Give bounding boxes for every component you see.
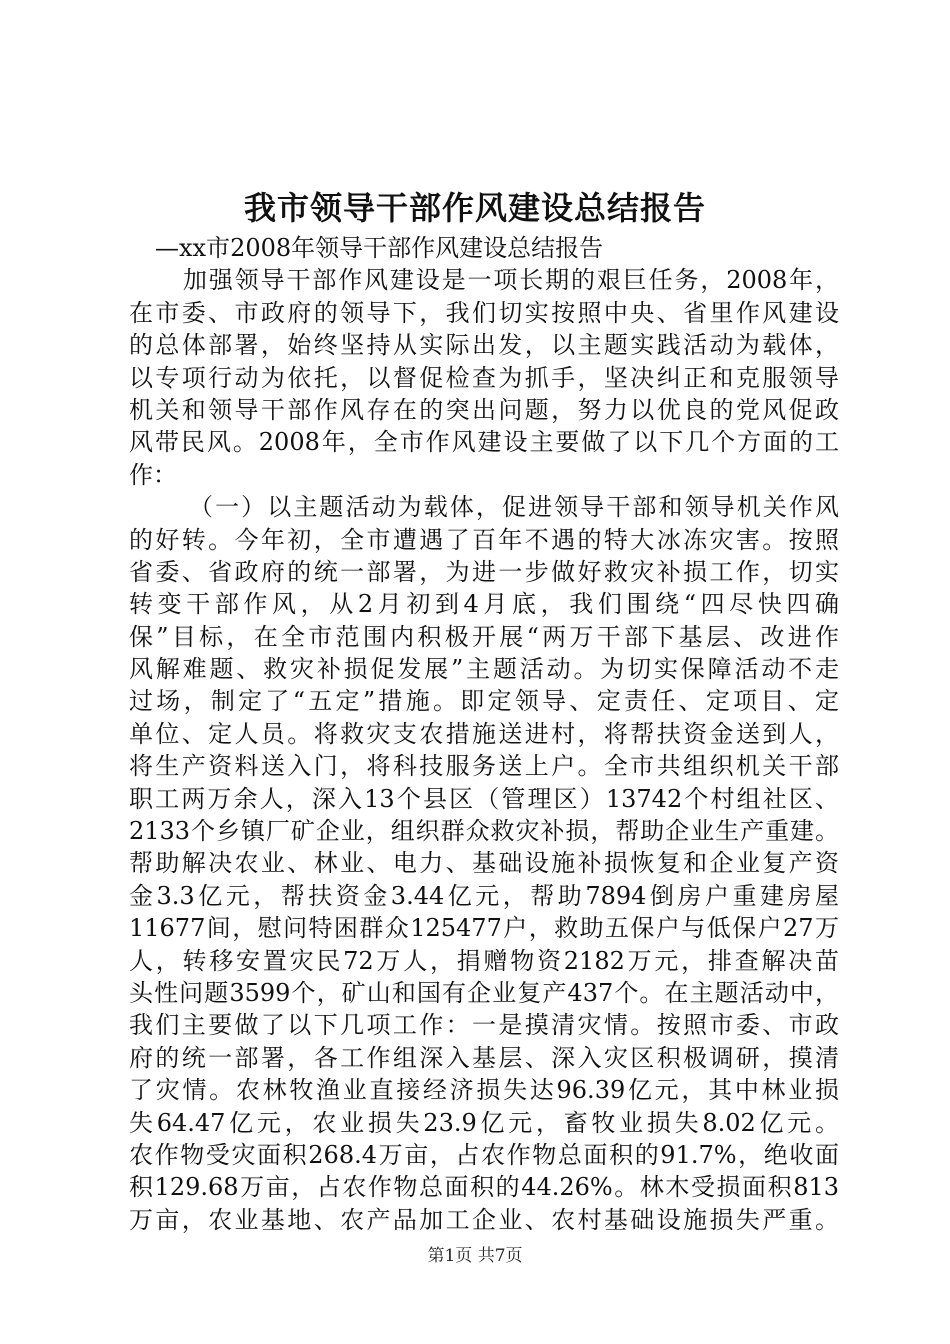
text-line: 人，转移安置灾民72万人，捐赠物资2182万元，排查解决苗 (129, 946, 839, 975)
text-line: 头性问题3599个，矿山和国有企业复产437个。在主题活动中， (129, 978, 839, 1007)
page-number-footer: 第1页 共7页 (427, 1246, 523, 1266)
text-line: 了灾情。农林牧渔业直接经济损失达96.39亿元，其中林业损 (129, 1076, 839, 1105)
text-line: 保”目标，在全市范围内积极开展“两万干部下基层、改进作 (129, 622, 839, 651)
text-line: 的好转。今年初，全市遭遇了百年不遇的特大冰冻灾害。按照 (129, 525, 839, 554)
text-line: 以专项行动为依托，以督促检查为抓手，坚决纠正和克服领导 (129, 363, 839, 392)
text-line: 失64.47亿元，农业损失23.9亿元，畜牧业损失8.02亿元。 (129, 1108, 839, 1137)
text-line: 积129.68万亩，占农作物总面积的44.26%。林木受损面积813 (129, 1173, 839, 1202)
text-line: 加强领导干部作风建设是一项长期的艰巨任务，2008年， (183, 266, 839, 295)
text-line: 的总体部署，始终坚持从实际出发，以主题实践活动为载体， (129, 331, 839, 360)
text-line: 转变干部作风，从2月初到4月底，我们围绕“四尽快四确 (129, 590, 839, 619)
text-line: 金3.3亿元，帮扶资金3.44亿元，帮助7894倒房户重建房屋 (129, 881, 839, 910)
text-line: 机关和领导干部作风存在的突出问题，努力以优良的党风促政 (129, 395, 839, 424)
text-line: 过场，制定了“五定”措施。即定领导、定责任、定项目、定 (129, 687, 839, 716)
document-title: 我市领导干部作风建设总结报告 (243, 189, 706, 227)
text-line: 将生产资料送入门，将科技服务送上户。全市共组织机关干部 (129, 752, 839, 781)
text-line: 作： (129, 460, 177, 489)
text-line: 省委、省政府的统一部署，为进一步做好救灾补损工作，切实 (129, 557, 839, 586)
document-body (129, 232, 839, 1236)
text-line: 2133个乡镇厂矿企业，组织群众救灾补损，帮助企业生产重建。 (129, 817, 839, 846)
subtitle-line: —xx市2008年领导干部作风建设总结报告 (155, 234, 604, 262)
text-line: 风带民风。2008年，全市作风建设主要做了以下几个方面的工 (129, 428, 839, 457)
text-line: 府的统一部署，各工作组深入基层、深入灾区积极调研，摸清 (129, 1043, 839, 1072)
text-line: 单位、定人员。将救灾支农措施送进村，将帮扶资金送到人， (129, 719, 839, 748)
text-line: 11677间，慰问特困群众125477户，救助五保户与低保户27万 (129, 914, 839, 943)
section-heading-line: （一）以主题活动为载体，促进领导干部和领导机关作风 (189, 493, 839, 522)
text-line: 在市委、市政府的领导下，我们切实按照中央、省里作风建设 (129, 298, 839, 327)
text-line: 我们主要做了以下几项工作：一是摸清灾情。按照市委、市政 (129, 1011, 839, 1040)
text-line: 农作物受灾面积268.4万亩，占农作物总面积的91.7%，绝收面 (129, 1140, 839, 1169)
text-line: 万亩，农业基地、农产品加工企业、农村基础设施损失严重。 (129, 1205, 839, 1234)
text-line: 风解难题、救灾补损促发展”主题活动。为切实保障活动不走 (129, 655, 839, 684)
text-line: 帮助解决农业、林业、电力、基础设施补损恢复和企业复产资 (129, 849, 839, 878)
text-line: 职工两万余人，深入13个县区（管理区）13742个村组社区、 (129, 784, 839, 813)
